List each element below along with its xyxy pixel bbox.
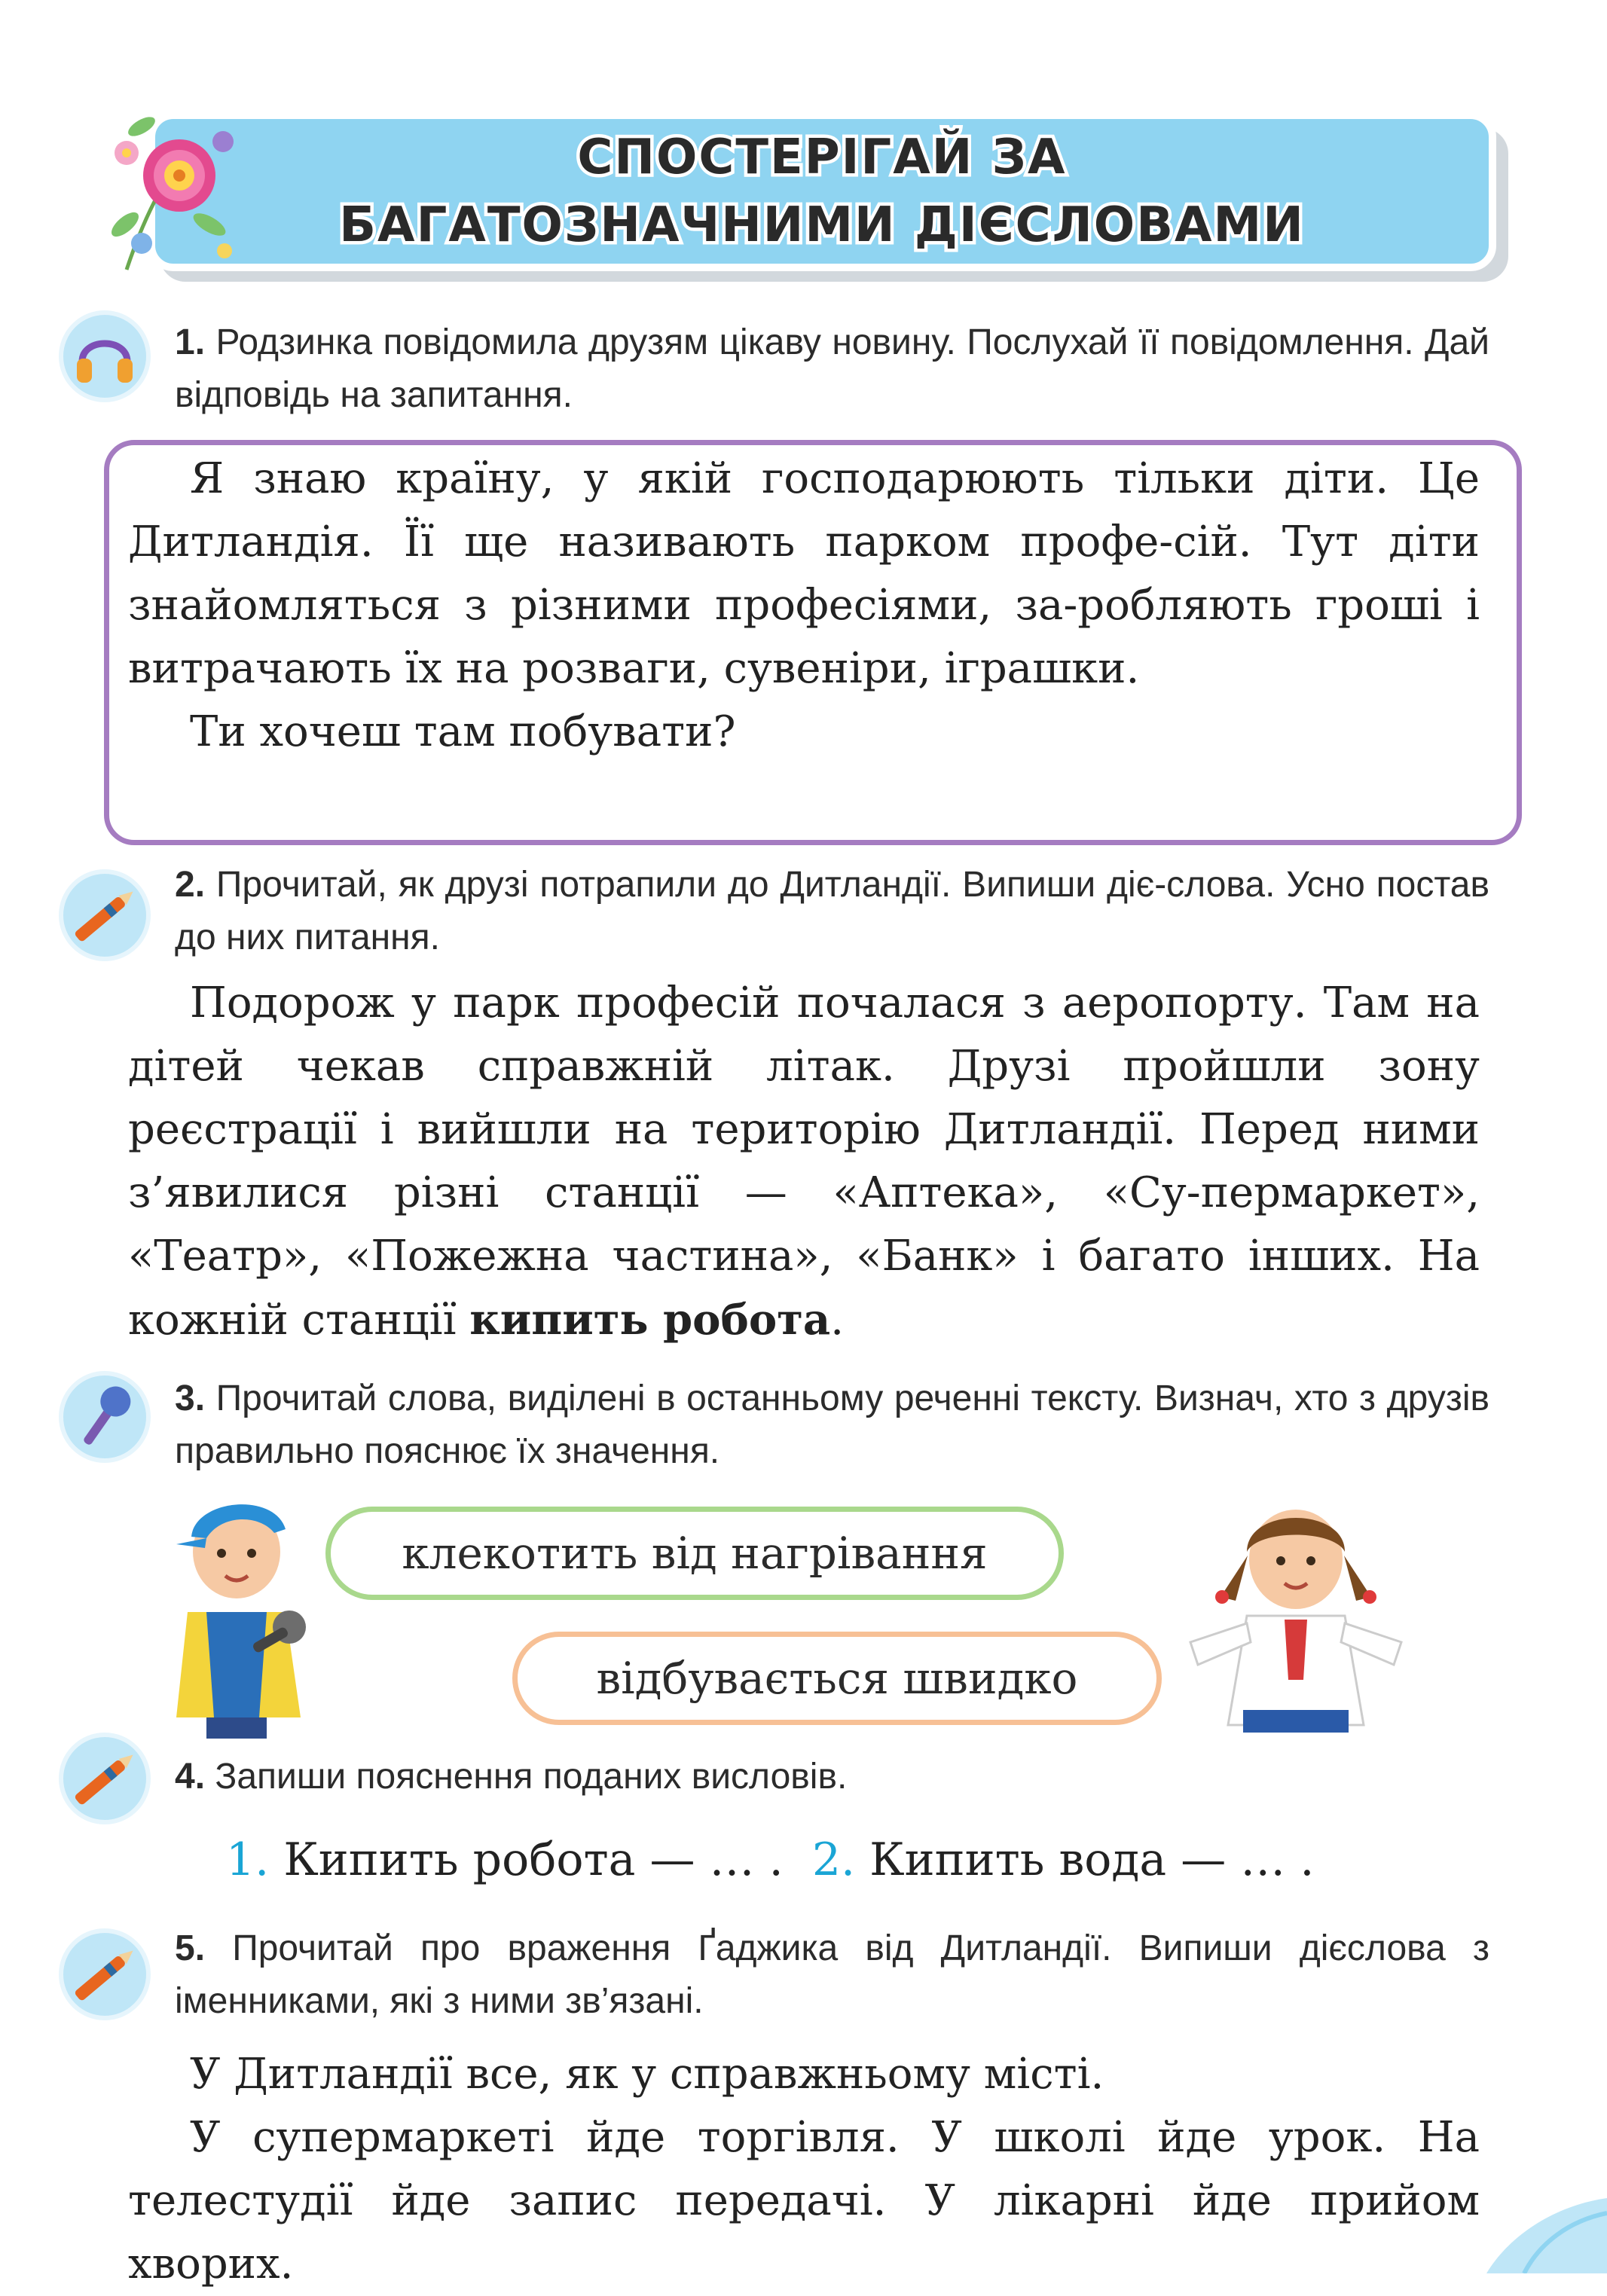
task4-items xyxy=(226,1826,1431,1894)
task2-text: Прочитай, як друзі потрапили до Дитландії. Випиши діє-слова. Усно постав до них питання. xyxy=(175,865,1489,957)
answer-bubble-2: відбувається швидко xyxy=(512,1632,1162,1725)
task3-icon-circle xyxy=(59,1371,151,1463)
message-paragraph-1: Я знаю країну, у якій господарюють тільки діти. Це Дитландія. Її ще називають парком профе-сій. Тут діти знайомляться з різними професіями, за-робляють гроші і витрачають їх на розваги, сувеніри, іграшки. xyxy=(128,454,1480,693)
page-title-line2: БАГАТОЗНАЧНИМИ ДІЄСЛОВАМИ xyxy=(339,197,1305,253)
item2-text: Кипить вода — … . xyxy=(855,1833,1315,1886)
task4-number: 4. xyxy=(175,1757,206,1797)
task2-number: 2. xyxy=(175,865,206,905)
task5-reading-text xyxy=(128,2043,1480,2296)
page-title-line1: СПОСТЕРІГАЙ ЗА xyxy=(577,130,1067,185)
reading-end: . xyxy=(830,1296,844,1345)
task2-instruction xyxy=(175,859,1489,964)
pen-icon xyxy=(63,1737,146,1820)
page-corner-decoration xyxy=(1464,2183,1607,2273)
task3-instruction xyxy=(175,1372,1489,1478)
flower-ornament-icon xyxy=(96,96,247,277)
task1-number: 1. xyxy=(175,322,206,362)
task2-icon-circle xyxy=(59,869,151,961)
pen-icon xyxy=(63,874,146,957)
girl-in-vyshyvanka-illustration xyxy=(1175,1491,1416,1740)
headphones-icon xyxy=(63,315,146,398)
task3-number: 3. xyxy=(175,1379,206,1418)
task5-icon-circle xyxy=(59,1928,151,2020)
task1-instruction xyxy=(175,316,1489,422)
item2-number: 2. xyxy=(811,1833,856,1886)
task4-text: Запиши пояснення поданих висловів. xyxy=(205,1757,848,1797)
task4-instruction xyxy=(175,1751,1489,1803)
item1-text: Кипить робота — … . xyxy=(269,1833,784,1886)
item1-number: 1. xyxy=(226,1833,270,1886)
task5-number: 5. xyxy=(175,1928,206,1968)
task3-text: Прочитай слова, виділені в останньому реченні тексту. Визнач, хто з друзів правильно пояснює їх значення. xyxy=(175,1379,1489,1471)
task1-icon-circle xyxy=(59,310,151,402)
task5-paragraph-1: У Дитландії все, як у справжньому місті. xyxy=(190,2050,1104,2099)
task1-message-text xyxy=(128,447,1480,764)
task2-reading-text xyxy=(128,972,1480,1352)
task4-icon-circle xyxy=(59,1733,151,1824)
answer-bubble-1: клекотить від нагрівання xyxy=(325,1507,1064,1600)
task1-text: Родзинка повідомила друзям цікаву новину. Послухай її повідомлення. Дай відповідь на запитання. xyxy=(175,322,1489,415)
microphone-icon xyxy=(63,1375,146,1458)
task5-instruction xyxy=(175,1922,1489,2028)
boy-with-microphone-illustration xyxy=(161,1491,327,1740)
task5-text: Прочитай про враження Ґаджика від Дитландії. Випиши дієслова з іменниками, які з ними зв’язані. xyxy=(175,1928,1489,2021)
pen-icon xyxy=(63,1933,146,2016)
task5-paragraph-2: У супермаркеті йде торгівля. У школі йде урок. На телестудії йде запис передачі. У лікарні йде прийом хворих. xyxy=(128,2113,1480,2288)
highlighted-phrase: кипить робота xyxy=(469,1295,831,1345)
message-paragraph-2: Ти хочеш там побувати? xyxy=(190,707,736,756)
reading-main: Подорож у парк професій почалася з аеропорту. Там на дітей чекав справжній літак. Друзі пройшли зону реєстрації і вийшли на територію Дитландії. Перед ними з’явилися різні станції — «Аптека», «Су-пермаркет», «Театр», «Пожежна частина», «Банк» і багато інших. На кожній станції xyxy=(128,979,1480,1345)
